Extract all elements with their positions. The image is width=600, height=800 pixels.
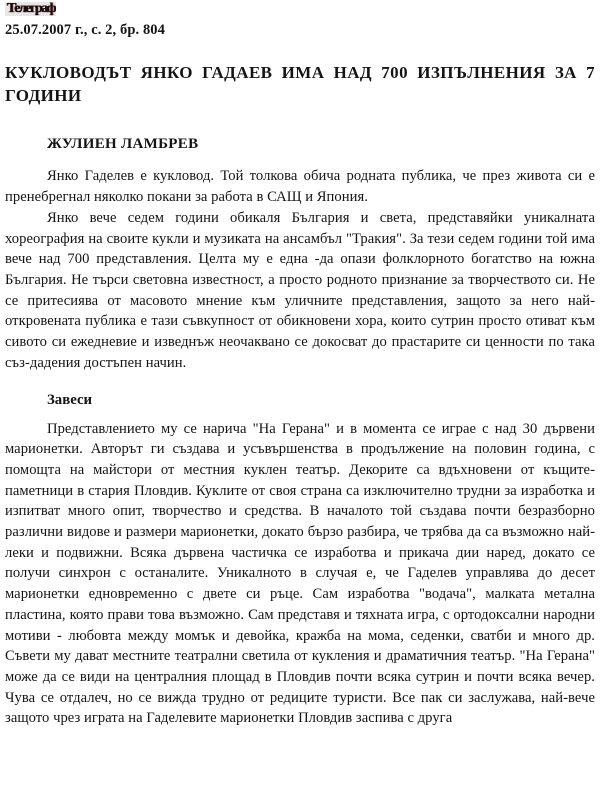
section-body [5,419,595,730]
dateline: 25.07.2007 г., с. 2, бр. 804 [5,22,165,38]
article-byline: ЖУЛИЕН ЛАМБРЕВ [47,136,199,152]
article-body [5,154,595,374]
masthead-container [5,0,595,18]
masthead-name: Телеграф [7,2,56,16]
article-paragraph: Представлението му се нарича "На Герана" и в момента се играе с над 30 дървени марионетки. Авторът ги създава и усъвършенства в продължение на половин година, с помощта на майстори от местния куклен театър. Декорите са вдъхновени от къщите-паметници в стария Пловдив. Куклите от своя страна са изключително трудни за изработка и изпитват много опит, творчество и средства. В началото той създава почти безразборно различни видове и размери марионетки, докато бързо разбира, че трябва да са възможно най-леки и подвижни. Всяка дървена частичка се изработва и прикача дии наред, докато се получи синхрон с останалите. Уникалното в случая е, че Гаделев управлява до десет марионетки едновременно с двете си ръце. Сам изработва "водача", малката метална пластина, която прави това възможно. Сам представя и тяхната игра, с ортодоксални народни мотиви - любовта между момък и девойка, кражба на мома, седенки, сватби и много др. Съвети му дават местните театрални светила от кукления и драматичния театър. "На Герана" може да се види на централния площад в Пловдив почти всяка сутрин и почти всяка вечер. Чува се отдалеч, но се вижда трудно от редиците туристи. Все пак си заслужава, най-вече защото чрез играта на Гаделевите марионетки Пловдив заспива с друга [5,420,595,727]
section-heading-zavesi: Завеси [47,391,93,408]
article-title: КУКЛОВОДЪТ ЯНКО ГАДАЕВ ИМА НАД 700 ИЗПЪЛНЕНИЯ ЗА 7 ГОДИНИ [5,63,595,105]
article-paragraph: Янко вече седем години обикаля България и света, представяйки уникалната хореография на своите кукли и музиката на ансамбъл "Тракия". За тези седем години той има вече над 700 представления. Целта му е една -да опази фолклорното богатство на южна България. Не търси световна известност, а просто родното признание за творчеството си. Не се притесиява от масовото мнение към уличните представления, защото за него най-откровената публика е тази съвкупност от обикновени хора, които сутрин просто отиват към сивото си ежедневие и изведнъж неочаквано се докосват до прастарите си ценности по така съз-дадения достъпен начин. [5,209,595,371]
article-paragraph: Янко Гаделев е кукловод. Той толкова обича родната публика, че през живота си е пренебрегнал няколко покани за работа в САЩ и Япония. [5,168,595,205]
newspaper-wordmark-logo [5,2,56,16]
